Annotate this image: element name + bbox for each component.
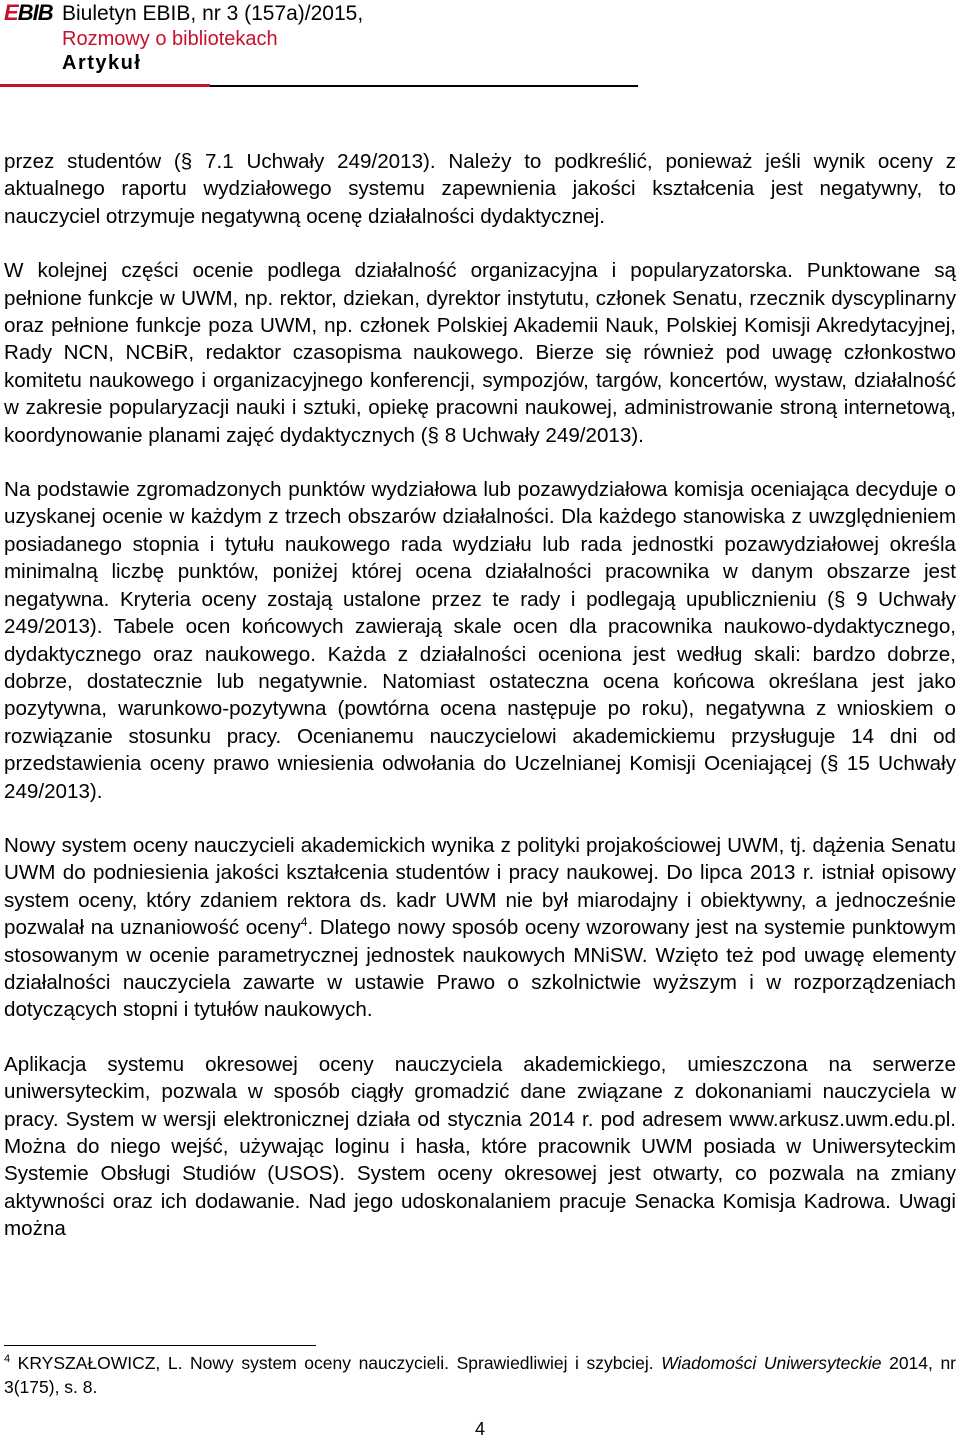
header-rule-red <box>0 84 210 87</box>
paragraph-4-text-a: Nowy system oceny nauczycieli akademickich wynika z polityki projakościowej UWM, tj. dążenia Senatu UWM do podniesienia jakości kształcenia studentów i pracy naukowej. Do lipca 2013 r. istniał opisowy system oceny, który zdaniem rektora ds. kadr UWM nie był miarodajny i obiektywny, a jednocześnie pozwalał na uznaniowość oceny <box>4 833 956 940</box>
ebib-logo <box>4 2 53 24</box>
footnote-journal: Wiadomości Uniwersyteckie <box>661 1353 882 1373</box>
logo-e: E <box>4 0 18 25</box>
journal-title: Biuletyn EBIB, nr 3 (157a)/2015, <box>62 2 364 25</box>
paragraph-4 <box>4 832 956 1024</box>
footnote-ref-4[interactable]: 4 <box>300 915 308 930</box>
page-number: 4 <box>474 1419 485 1439</box>
paragraph-1: przez studentów (§ 7.1 Uchwały 249/2013). Należy to podkreślić, ponieważ jeśli wynik oceny z aktualnego raportu wydziałowego systemu zapewnienia jakości kształcenia jest negatywny, to nauczyciel otrzymuje negatywną ocenę działalności dydaktycznej. <box>4 150 956 228</box>
article-body <box>4 148 956 1243</box>
footnote-separator <box>4 1345 316 1346</box>
footnote-text: KRYSZAŁOWICZ, L. Nowy system oceny nauczycieli. Sprawiedliwiej i szybciej. <box>10 1353 662 1373</box>
footnote-number: 4 <box>4 1353 11 1366</box>
paragraph-3: Na podstawie zgromadzonych punktów wydziałowa lub pozawydziałowa komisja oceniająca decyduje o uzyskanej ocenie w każdym z trzech obszarów działalności. Dla każdego stanowiska z uwzględnieniem posiadanego stopnia i tytułu naukowego rada wydziału lub rada jednostki pozawydziałowej określa minimalną liczbę punktów, poniżej której ocena działalności pracownika w danym obszarze jest negatywna. Kryteria oceny zostają ustalone przez te rady i podlegają upublicznieniu (§ 9 Uchwały 249/2013). Tabele ocen końcowych zawierają skale ocen dla pracownika naukowo-dydaktycznego, dydaktycznego oraz naukowego. Każda z działalności oceniona jest według skali: bardzo dobrze, dobrze, dostatecznie lub negatywnie. Natomiast ostateczna ocena końcowa określana jest jako pozytywna, warunkowo-pozytywna (powtórna ocena następuje po roku), negatywna z wnioskiem o rozwiązanie stosunku pracy. Ocenianemu nauczycielowi akademickiemu przysługuje 14 dni od przedstawienia oceny prawo wniesienia odwołania do Uczelnianej Komisji Oceniającej (§ 15 Uchwały 249/2013). <box>4 478 956 803</box>
paragraph-4-text-b: . Dlatego nowy sposób oceny wzorowany jest na systemie punktowym stosowanym w ocenie parametrycznej jednostek naukowych MNiSW. Wzięto też pod uwagę elementy działalności nauczyciela zawarte w ustawie Prawo o szkolnictwie wyższym i w rozporządzeniach dotyczących stopni i tytułów naukowych. <box>4 916 956 1022</box>
header-rule-black <box>210 85 638 87</box>
paragraph-5: Aplikacja systemu okresowej oceny nauczyciela akademickiego, umieszczona na serwerze uniwersyteckim, pozwala w sposób ciągły gromadzić dane związane z dokonaniami nauczyciela w pracy. System w wersji elektronicznej działa od stycznia 2014 r. pod adresem www.arkusz.uwm.edu.pl. Można do niego wejść, używając loginu i hasła, które pracownik UWM posiada w Uniwersyteckim Systemie Obsługi Studiów (USOS). System oceny okresowej jest otwarty, co pozwala na zmiany aktywności oraz ich dodawanie. Nad jego udoskonalaniem pracuje Senacka Komisja Kadrowa. Uwagi można <box>4 1052 956 1241</box>
section-link[interactable]: Rozmowy o bibliotekach <box>62 28 278 50</box>
footnote-rest: 2014, nr 3(175), s. 8. <box>4 1353 957 1397</box>
footnote-4 <box>4 1351 956 1399</box>
article-type-label: Artykuł <box>62 52 142 74</box>
logo-bib: BIB <box>17 0 53 25</box>
paragraph-2: W kolejnej części ocenie podlega działalność organizacyjna i popularyzatorska. Punktowane są pełnione funkcje w UWM, np. rektor, dziekan, dyrektor instytutu, członek Senatu, rzecznik dyscyplinarny oraz pełnione funkcje poza UWM, np. członek Polskiej Akademii Nauk, Polskiej Komisji Akredytacyjnej, Rady NCN, NCBiR, redaktor czasopisma naukowego. Bierze się również pod uwagę członkostwo komitetu naukowego i organizacyjnego konferencji, sympozjów, targów, koncertów, wystaw, działalność w zakresie popularyzacji nauki i sztuki, opiekę pracowni naukowej, administrowanie stroną internetową, koordynowanie planami zajęć dydaktycznych (§ 8 Uchwały 249/2013). <box>4 259 956 447</box>
